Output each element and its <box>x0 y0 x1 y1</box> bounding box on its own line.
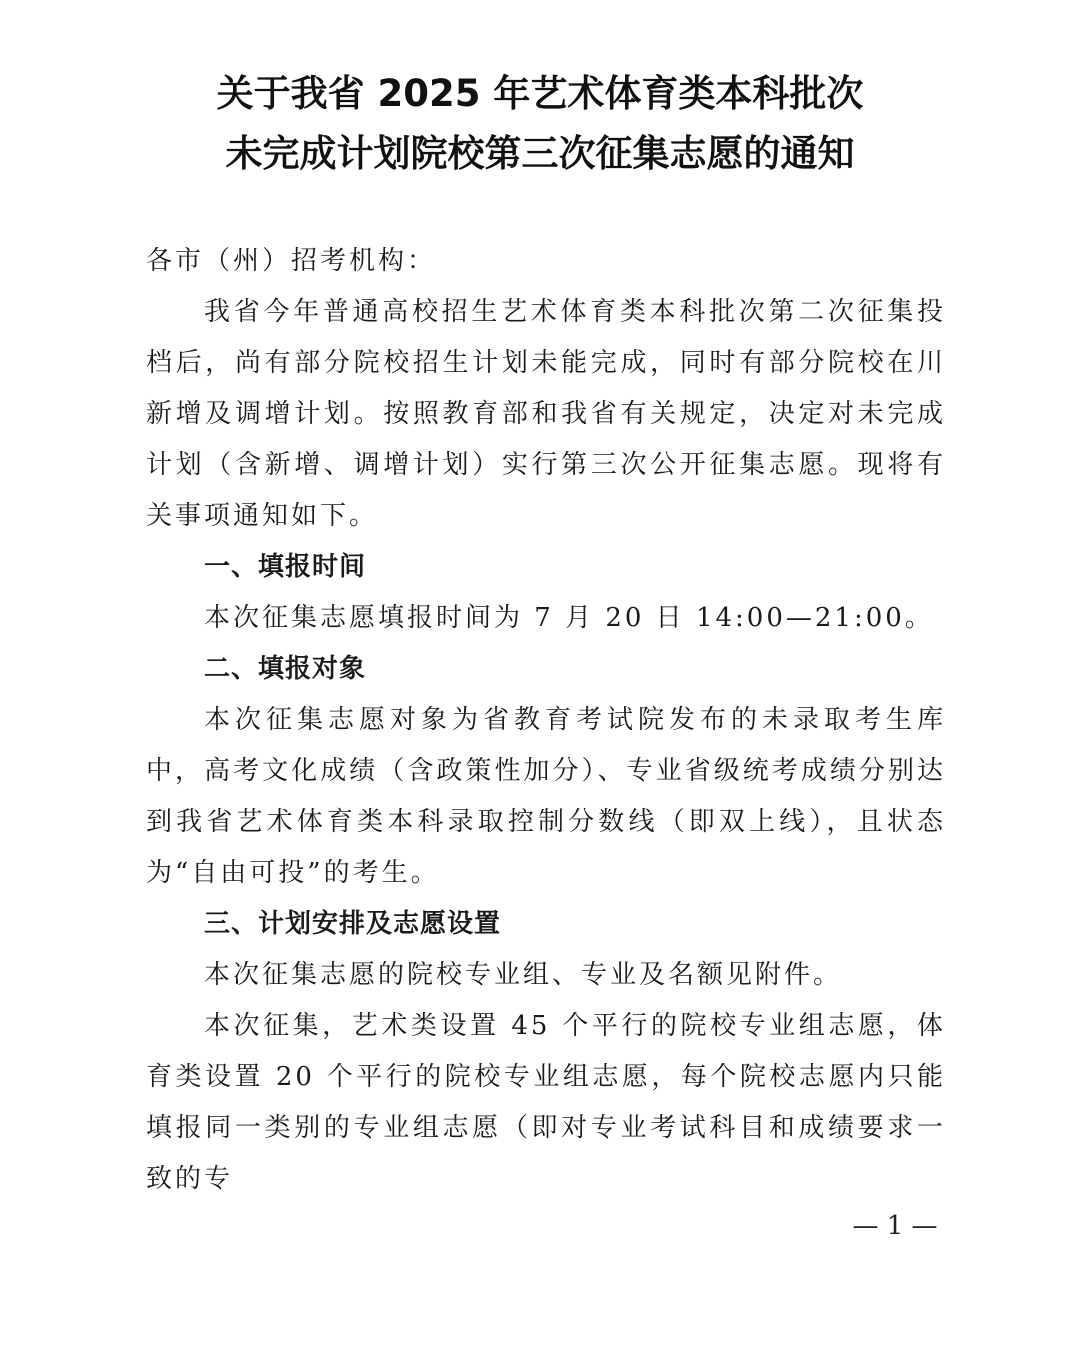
salutation: 各市（州）招考机构： <box>146 246 437 276</box>
document-title-line-1: 关于我省 2025 年艺术体育类本科批次 <box>216 72 864 115</box>
section-heading-time: 一、填报时间 <box>204 552 367 582</box>
section-paragraph-time: 本次征集志愿填报时间为 7 月 20 日 14:00—21:00。 <box>204 603 934 633</box>
document-body <box>146 236 946 1205</box>
document-title-line-2: 未完成计划院校第三次征集志愿的通知 <box>225 132 855 175</box>
section-heading-eligibility: 二、填报对象 <box>204 654 367 684</box>
section-heading-plan: 三、计划安排及志愿设置 <box>204 909 502 939</box>
intro-paragraph: 我省今年普通高校招生艺术体育类本科批次第二次征集投档后，尚有部分院校招生计划未能完成，同时有部分院校在川新增及调增计划。按照教育部和我省有关规定，决定对未完成计划（含新增、调增计划）实行第三次公开征集志愿。现将有关事项通知如下。 <box>146 297 946 531</box>
section-paragraph-plan-2: 本次征集，艺术类设置 45 个平行的院校专业组志愿，体育类设置 20 个平行的院校专业组志愿，每个院校志愿内只能填报同一类别的专业组志愿（即对专业考试科目和成绩要求一致的专 <box>146 1011 946 1194</box>
section-paragraph-plan-1: 本次征集志愿的院校专业组、专业及名额见附件。 <box>204 960 843 990</box>
page-number: — 1 — <box>852 1211 938 1241</box>
section-paragraph-eligibility: 本次征集志愿对象为省教育考试院发布的未录取考生库中，高考文化成绩（含政策性加分）、专业省级统考成绩分别达到我省艺术体育类本科录取控制分数线（即双上线），且状态为“自由可投”的考生。 <box>146 705 946 888</box>
